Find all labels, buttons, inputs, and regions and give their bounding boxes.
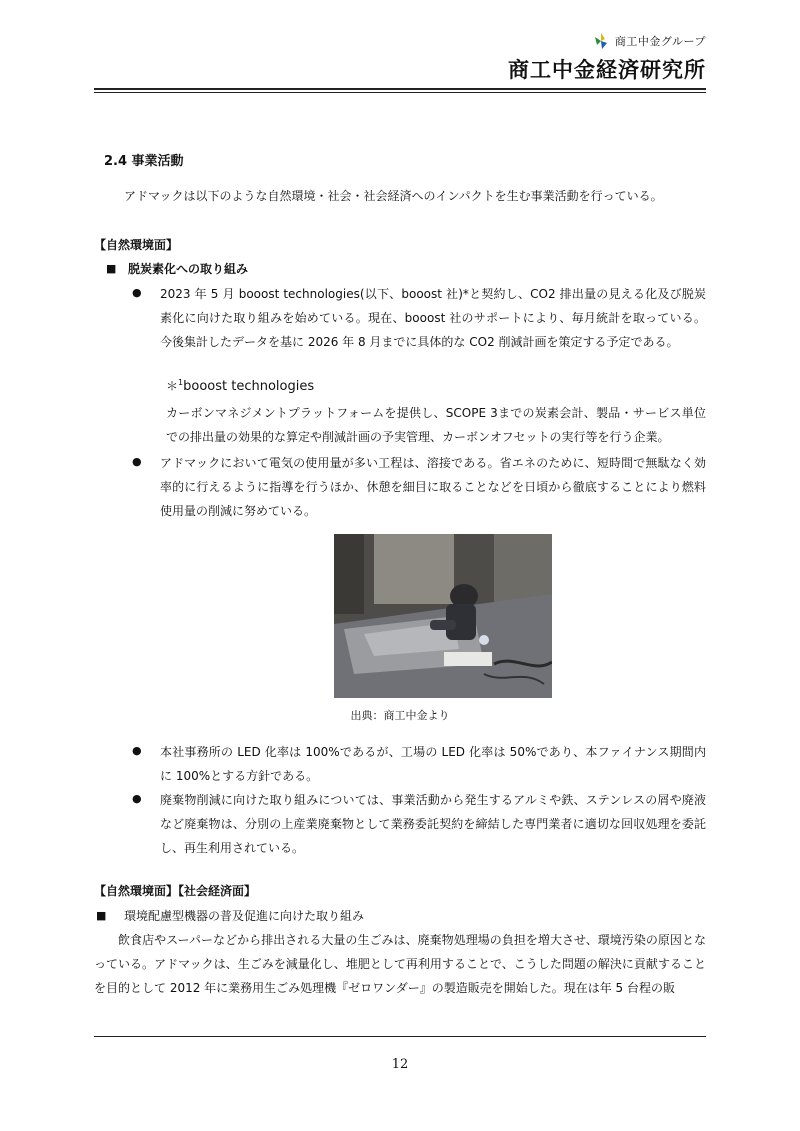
footnote-sup: 1 bbox=[178, 378, 184, 387]
logo-group-name: 商工中金グループ bbox=[614, 35, 706, 48]
black-circle-bullet: ● bbox=[132, 744, 142, 757]
footnote-title bbox=[166, 377, 314, 394]
bullet-2-text: アドマックにおいて電気の使用量が多い工程は、溶接である。省エネのために、短時間で無駄なく効率的に行えるように指導を行うほか、休憩を細目に取ることなどを日頃から徹底することにより燃料使用量の削減に努めている。 bbox=[160, 456, 706, 518]
env-econ-sub-heading: 環境配慮型機器の普及促進に向けた取り組み bbox=[124, 909, 365, 923]
section-intro: アドマックは以下のような自然環境・社会・社会経済へのインパクトを生む事業活動を行っている。 bbox=[124, 189, 663, 203]
env-econ-body: 飲食店やスーパーなどから排出される大量の生ごみは、廃棄物処理場の負担を増大させ、環境汚染の原因となっている。アドマックは、生ごみを減量化し、堆肥として再利用することで、こうした問題の解決に貢献することを目的として 2012 年に業務用生ごみ処理機『ゼロワンダー』の製造販売を開始した。現在は年 5 台程の販 bbox=[94, 933, 706, 995]
header-rule-thin bbox=[94, 92, 706, 93]
bullet-4-text: 廃棄物削減に向けた取り組みについては、事業活動から発生するアルミや鉄、ステンレスの屑や廃液など廃棄物は、分別の上産業廃棄物として業務委託契約を締結した専門業者に適切な回収処理を委託し、再生利用されている。 bbox=[160, 793, 706, 855]
black-circle-bullet: ● bbox=[132, 455, 142, 468]
page-number: 12 bbox=[391, 1057, 409, 1072]
env-sub-heading: 脱炭素化への取り組み bbox=[128, 262, 249, 276]
footnote-title-text: booost technologies bbox=[183, 379, 315, 394]
leaf-logo-icon bbox=[591, 31, 611, 51]
bullet-3-text: 本社事務所の LED 化率は 100%であるが、工場の LED 化率は 50%であり、本ファイナンス期間内に 100%とする方針である。 bbox=[160, 745, 706, 783]
welding-photo-illustration bbox=[334, 534, 552, 698]
bullet-1-text: 2023 年 5 月 booost technologies(以下、booost 社)*と契約し、CO2 排出量の見える化及び脱炭素化に向けた取り組みを始めている。現在、booost 社のサポートにより、毎月統計を取っている。今後集計したデータを基に 2026 年 8 月までに具体的な CO2 削減計画を策定する予定である。 bbox=[160, 287, 706, 349]
black-square-bullet: ■ bbox=[96, 909, 107, 922]
logo-top-row bbox=[508, 30, 706, 52]
logo-institute-name: 商工中金経済研究所 bbox=[508, 58, 706, 82]
footnote-body: カーボンマネジメントプラットフォームを提供し、SCOPE 3までの炭素会計、製品・サービス単位での排出量の効果的な算定や削減計画の予実管理、カーボンオフセットの実行等を行う企業。 bbox=[166, 406, 706, 444]
env-econ-heading: 【自然環境面】【社会経済面】 bbox=[94, 884, 257, 898]
header-logo bbox=[508, 30, 706, 84]
footer-rule bbox=[94, 1036, 706, 1037]
section-title: 2.4 事業活動 bbox=[104, 154, 184, 169]
welding-photo bbox=[334, 534, 552, 698]
black-circle-bullet: ● bbox=[132, 792, 142, 805]
env-heading: 【自然環境面】 bbox=[94, 238, 179, 252]
black-circle-bullet: ● bbox=[132, 286, 142, 299]
black-square-bullet: ■ bbox=[106, 262, 117, 275]
footnote-mark: ＊ bbox=[166, 379, 179, 393]
header-rule bbox=[94, 88, 706, 90]
photo-caption: 出典：商工中金より bbox=[350, 709, 450, 722]
